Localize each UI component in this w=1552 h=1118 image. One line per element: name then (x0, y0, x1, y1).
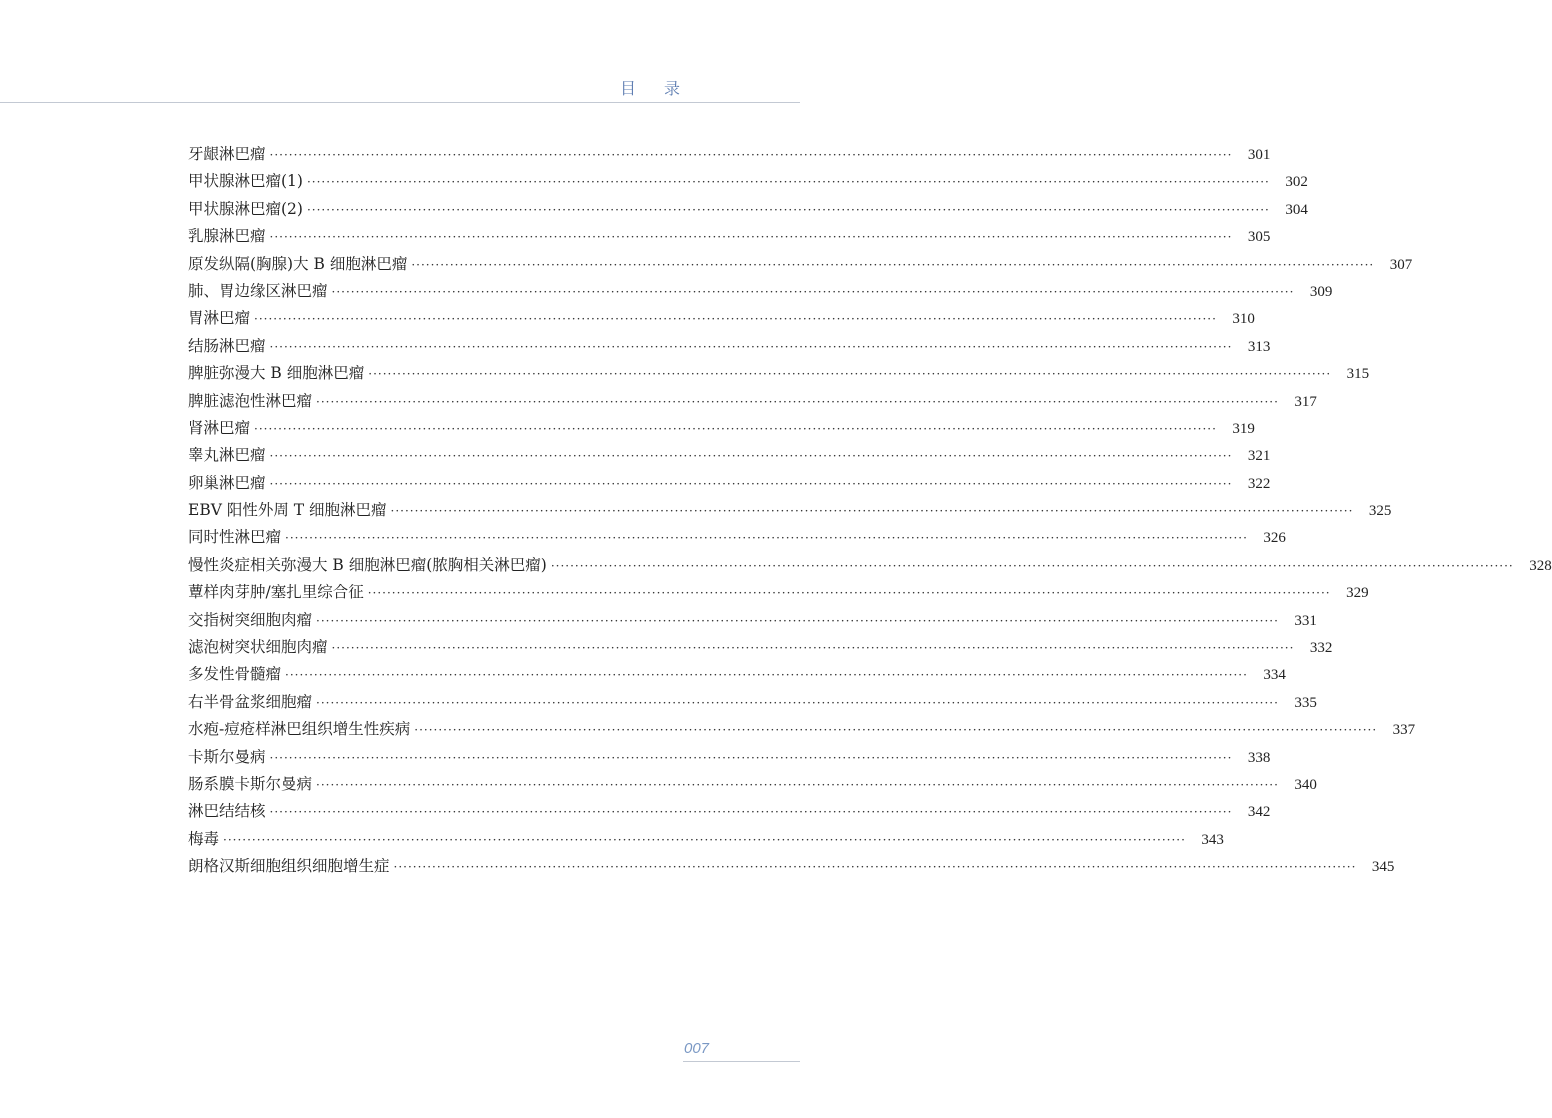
dot-leader: ········································································································································································································ (414, 723, 1378, 738)
page-header-title: 目录 (620, 79, 709, 98)
toc-entry[interactable] (188, 579, 1369, 606)
toc-entry-page: 319 (1232, 420, 1255, 437)
dot-leader: ········································································································································································································ (367, 586, 1331, 601)
toc-entry-title: 脾脏弥漫大 B 细胞淋巴瘤 (188, 364, 365, 383)
toc-entry[interactable] (188, 470, 1271, 497)
toc-entry-title: 牙龈淋巴瘤 (188, 145, 266, 163)
dot-leader: ········································································································································································································ (269, 148, 1233, 162)
toc-entry-title: 同时性淋巴瘤 (188, 528, 282, 547)
dot-leader: ········································································································································································································ (393, 860, 1357, 875)
dot-leader: ········································································································································································································ (269, 750, 1233, 765)
dot-leader: ········································································································································································································ (285, 668, 1248, 683)
toc-entry-page: 326 (1263, 530, 1286, 547)
dot-leader: ········································································································································································································ (550, 558, 1514, 573)
toc-entry[interactable] (188, 524, 1286, 551)
dot-leader: ········································································································································································································ (254, 421, 1217, 436)
toc-entry-title: EBV 阳性外周 T 细胞淋巴瘤 (188, 501, 387, 520)
toc-entry[interactable] (188, 771, 1317, 798)
page-number: 007 (684, 1040, 710, 1057)
dot-leader: ········································································································································································································ (269, 339, 1233, 354)
toc-entry[interactable] (188, 607, 1317, 634)
toc-entry[interactable] (188, 360, 1370, 387)
toc-entry-page: 322 (1247, 475, 1271, 492)
toc-entry-title: 肺、胃边缘区淋巴瘤 (188, 281, 328, 300)
toc-entry-title: 甲状腺淋巴瘤(1) (188, 172, 303, 191)
toc-entry-page: 313 (1247, 338, 1271, 355)
toc-entry-page: 315 (1346, 366, 1370, 383)
dot-leader: ········································································································································································································ (331, 641, 1295, 656)
toc-entry-page: 338 (1247, 749, 1271, 766)
dot-leader: ········································································································································································································ (316, 695, 1279, 710)
toc-entry-page: 337 (1392, 722, 1416, 739)
toc-entry[interactable] (188, 497, 1392, 524)
toc-entry[interactable] (188, 168, 1308, 195)
toc-entry[interactable] (188, 552, 1552, 579)
toc-entry-title: 滤泡树突状细胞肉瘤 (188, 638, 328, 657)
toc-entry[interactable] (188, 141, 1271, 168)
toc-entry-title: 右半骨盆浆细胞瘤 (188, 692, 313, 711)
toc-entry[interactable] (188, 853, 1395, 880)
toc-entry-page: 317 (1294, 393, 1317, 410)
dot-leader: ········································································································································································································ (269, 449, 1233, 464)
dot-leader: ········································································································································································································ (269, 476, 1233, 491)
toc-entry-title: 结肠淋巴瘤 (188, 336, 266, 355)
dot-leader: ········································································································································································································ (306, 202, 1270, 217)
dot-leader: ········································································································································································································ (368, 367, 1332, 382)
header-divider (0, 102, 800, 103)
dot-leader: ········································································································································································································ (269, 805, 1233, 820)
toc-entry[interactable] (188, 826, 1224, 853)
toc-entry-page: 329 (1346, 585, 1369, 602)
toc-entry[interactable] (188, 634, 1333, 661)
dot-leader: ········································································································································································································ (269, 230, 1233, 245)
dot-leader: ········································································································································································································ (223, 832, 1186, 847)
toc-entry-title: 乳腺淋巴瘤 (188, 227, 266, 246)
toc-entry-title: 卡斯尔曼病 (188, 747, 266, 766)
footer-divider (683, 1061, 800, 1062)
toc-entry-title: 交指树突细胞肉瘤 (188, 610, 313, 629)
toc-entry-page: 325 (1368, 503, 1392, 520)
toc-entry[interactable] (188, 661, 1286, 688)
table-of-contents (188, 141, 1552, 881)
toc-entry-title: 甲状腺淋巴瘤(2) (188, 199, 303, 218)
toc-entry-page: 321 (1247, 448, 1271, 465)
dot-leader: ········································································································································································································ (411, 257, 1375, 272)
toc-entry-page: 331 (1294, 612, 1317, 629)
dot-leader: ········································································································································································································ (316, 394, 1279, 409)
toc-entry-page: 301 (1247, 147, 1271, 163)
dot-leader: ········································································································································································································ (316, 777, 1279, 792)
toc-entry[interactable] (188, 305, 1255, 332)
toc-entry-title: 睾丸淋巴瘤 (188, 446, 266, 465)
toc-entry[interactable] (188, 744, 1271, 771)
toc-entry-page: 334 (1263, 667, 1286, 684)
dot-leader: ········································································································································································································ (285, 531, 1248, 546)
toc-entry[interactable] (188, 388, 1317, 415)
toc-entry-page: 309 (1309, 283, 1333, 300)
toc-entry[interactable] (188, 278, 1333, 305)
toc-entry[interactable] (188, 415, 1255, 442)
toc-entry-title: 肾淋巴瘤 (188, 418, 251, 437)
dot-leader: ········································································································································································································ (306, 175, 1270, 190)
toc-entry-title: 原发纵隔(胸腺)大 B 细胞淋巴瘤 (188, 254, 408, 273)
toc-entry-title: 梅毒 (188, 829, 220, 848)
toc-entry[interactable] (188, 333, 1271, 360)
toc-entry[interactable] (188, 251, 1413, 278)
toc-entry-title: 淋巴结结核 (188, 802, 266, 821)
toc-entry-page: 332 (1309, 640, 1333, 657)
toc-entry-page: 328 (1529, 557, 1552, 574)
toc-entry-page: 302 (1285, 174, 1308, 191)
toc-entry-page: 343 (1201, 831, 1224, 848)
dot-leader: ········································································································································································································ (390, 504, 1354, 519)
dot-leader: ········································································································································································································ (254, 312, 1217, 327)
toc-entry-title: 水疱-痘疮样淋巴组织增生性疾病 (188, 720, 411, 739)
toc-entry-page: 307 (1389, 256, 1413, 273)
toc-entry[interactable] (188, 716, 1416, 743)
toc-entry-title: 肠系膜卡斯尔曼病 (188, 774, 313, 793)
dot-leader: ········································································································································································································ (331, 284, 1295, 299)
dot-leader: ········································································································································································································ (316, 613, 1279, 628)
toc-entry-page: 305 (1247, 229, 1271, 246)
toc-entry-page: 304 (1285, 201, 1308, 218)
toc-entry-title: 多发性骨髓瘤 (188, 665, 282, 684)
toc-entry[interactable] (188, 196, 1308, 223)
toc-entry-page: 340 (1294, 776, 1317, 793)
toc-entry-title: 胃淋巴瘤 (188, 309, 251, 328)
toc-entry[interactable] (188, 442, 1271, 469)
toc-entry[interactable] (188, 798, 1271, 825)
toc-entry[interactable] (188, 223, 1271, 250)
toc-entry-title: 蕈样肉芽肿/塞扎里综合征 (188, 583, 364, 602)
toc-entry-title: 卵巢淋巴瘤 (188, 473, 266, 492)
toc-entry-page: 342 (1247, 804, 1271, 821)
toc-entry[interactable] (188, 689, 1317, 716)
toc-entry-title: 朗格汉斯细胞组织细胞增生症 (188, 857, 390, 876)
toc-entry-title: 慢性炎症相关弥漫大 B 细胞淋巴瘤(脓胸相关淋巴瘤) (188, 555, 547, 574)
toc-entry-page: 310 (1232, 311, 1255, 328)
toc-entry-page: 345 (1371, 859, 1395, 876)
toc-entry-title: 脾脏滤泡性淋巴瘤 (188, 391, 313, 410)
toc-entry-page: 335 (1294, 694, 1317, 711)
